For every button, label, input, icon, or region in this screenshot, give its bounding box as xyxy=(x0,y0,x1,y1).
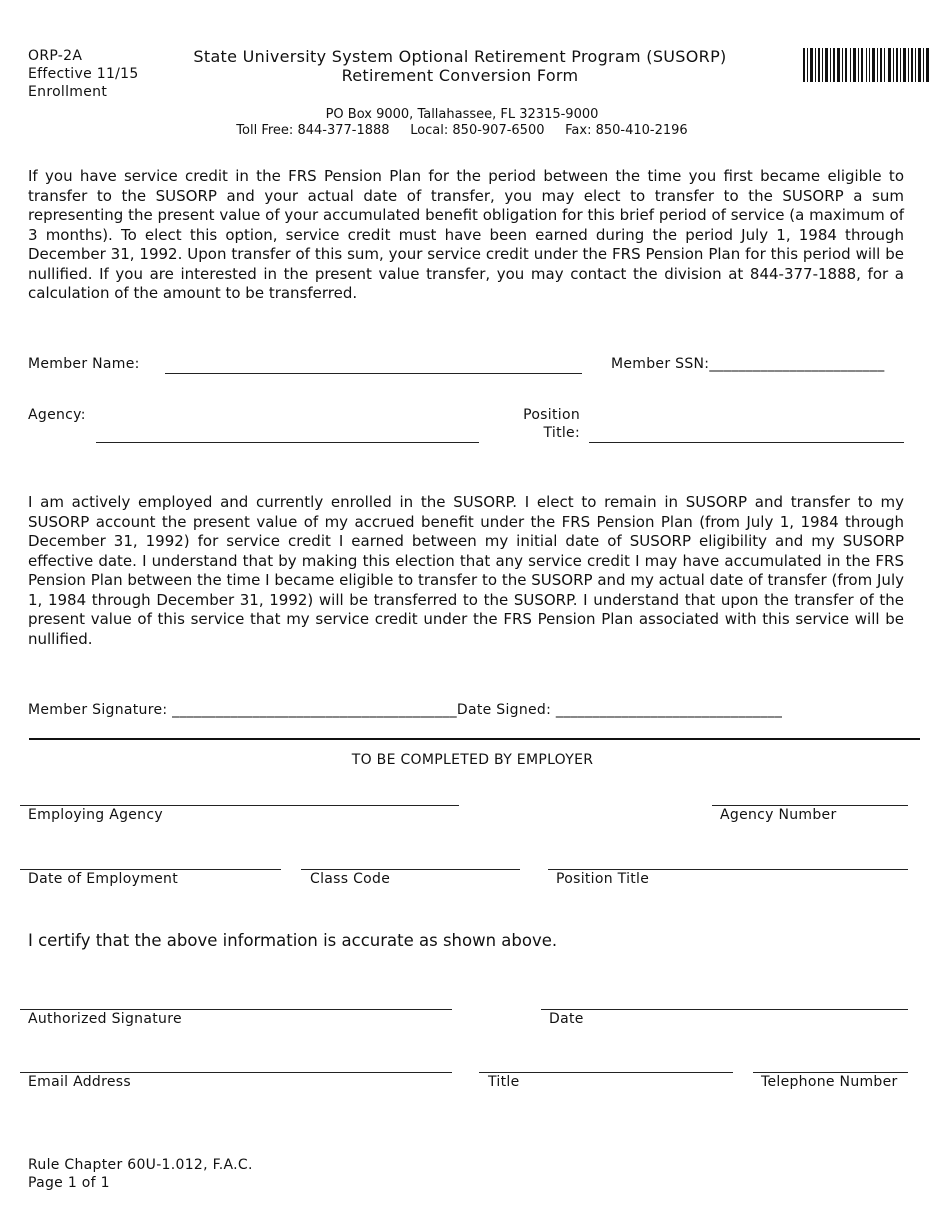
employing-agency-label: Employing Agency xyxy=(28,807,163,823)
date-of-employment-label: Date of Employment xyxy=(28,871,178,887)
effective-date: Effective 11/15 xyxy=(28,66,139,82)
intro-paragraph: If you have service credit in the FRS Pension Plan for the period between the time you first became eligible to transfer to the SUSORP and your actual date of transfer, you may elect to transfer to the SUSORP a sum representing the present value of your accumulated benefit obligation for this brief period of service (a maximum of 3 months). To elect this option, service credit must have been earned during the period July 1, 1984 through December 31, 1992. Upon transfer of this sum, your service credit under the FRS Pension Plan for this period will be nullified. If you are interested in the present value transfer, you may contact the division at 844-377-1888, for a calculation of the amount to be transferred. xyxy=(28,167,904,302)
date-signed-field[interactable]: _______________________________ xyxy=(555,702,783,718)
email-address-label: Email Address xyxy=(28,1074,131,1090)
election-paragraph: I am actively employed and currently enrolled in the SUSORP. I elect to remain in SUSORP and transfer to my SUSORP account the present value of my accrued benefit under the FRS Pension Plan (from July 1, 1984 through December 31, 1992) for service credit I earned between my initial date of SUSORP eligibility and my SUSORP effective date. I understand that by making this election that any service credit I may have accumulated in the FRS Pension Plan between the time I became eligible to transfer to the SUSORP and my actual date of transfer (from July 1, 1984 through December 31, 1992) will be transferred to the SUSORP. I understand that upon the transfer of the present value of this service that my service credit under the FRS Pension Plan associated with this service will be nullified. xyxy=(28,493,904,648)
position-title-label xyxy=(500,406,580,442)
employer-position-title-label: Position Title xyxy=(556,871,650,887)
member-signature-field[interactable]: _______________________________________ xyxy=(172,702,457,718)
page-number: Page 1 of 1 xyxy=(28,1175,110,1191)
employer-date-label: Date xyxy=(549,1011,584,1027)
title-line-2: Retirement Conversion Form xyxy=(341,66,579,85)
employer-title-label: Title xyxy=(488,1074,520,1090)
member-name-label: Member Name: xyxy=(28,356,140,372)
position-label-line-1: Position xyxy=(523,407,580,423)
form-category: Enrollment xyxy=(28,84,108,100)
member-signature-row xyxy=(28,701,782,719)
mailing-address: PO Box 9000, Tallahassee, FL 32315-9000 xyxy=(325,107,599,122)
member-ssn-label-text: Member SSN: xyxy=(611,356,710,372)
telephone-number-label: Telephone Number xyxy=(761,1074,898,1090)
position-label-line-2: Title: xyxy=(543,425,580,441)
position-title-field[interactable] xyxy=(589,442,904,443)
certify-statement: I certify that the above information is accurate as shown above. xyxy=(28,931,558,950)
member-ssn-label xyxy=(611,355,885,373)
member-signature-label: Member Signature: xyxy=(28,702,168,718)
member-ssn-field[interactable]: ________________________ xyxy=(709,356,885,372)
member-name-field[interactable] xyxy=(165,373,582,374)
agency-label: Agency: xyxy=(28,407,86,423)
class-code-label: Class Code xyxy=(310,871,391,887)
employer-date-field[interactable] xyxy=(541,1009,908,1010)
barcode-image xyxy=(803,48,929,82)
date-signed-label: Date Signed: xyxy=(456,702,552,718)
page-title xyxy=(170,47,750,85)
employer-section-title: TO BE COMPLETED BY EMPLOYER xyxy=(351,752,594,768)
authorized-signature-label: Authorized Signature xyxy=(28,1011,182,1027)
title-line-1: State University System Optional Retirement Program (SUSORP) xyxy=(193,47,727,66)
form-code: ORP-2A xyxy=(28,48,83,64)
agency-field[interactable] xyxy=(96,442,479,443)
contact-numbers: Toll Free: 844-377-1888 Local: 850-907-6500 Fax: 850-410-2196 xyxy=(236,123,688,138)
section-divider xyxy=(29,738,920,740)
rule-chapter: Rule Chapter 60U-1.012, F.A.C. xyxy=(28,1157,253,1173)
agency-number-label: Agency Number xyxy=(720,807,837,823)
